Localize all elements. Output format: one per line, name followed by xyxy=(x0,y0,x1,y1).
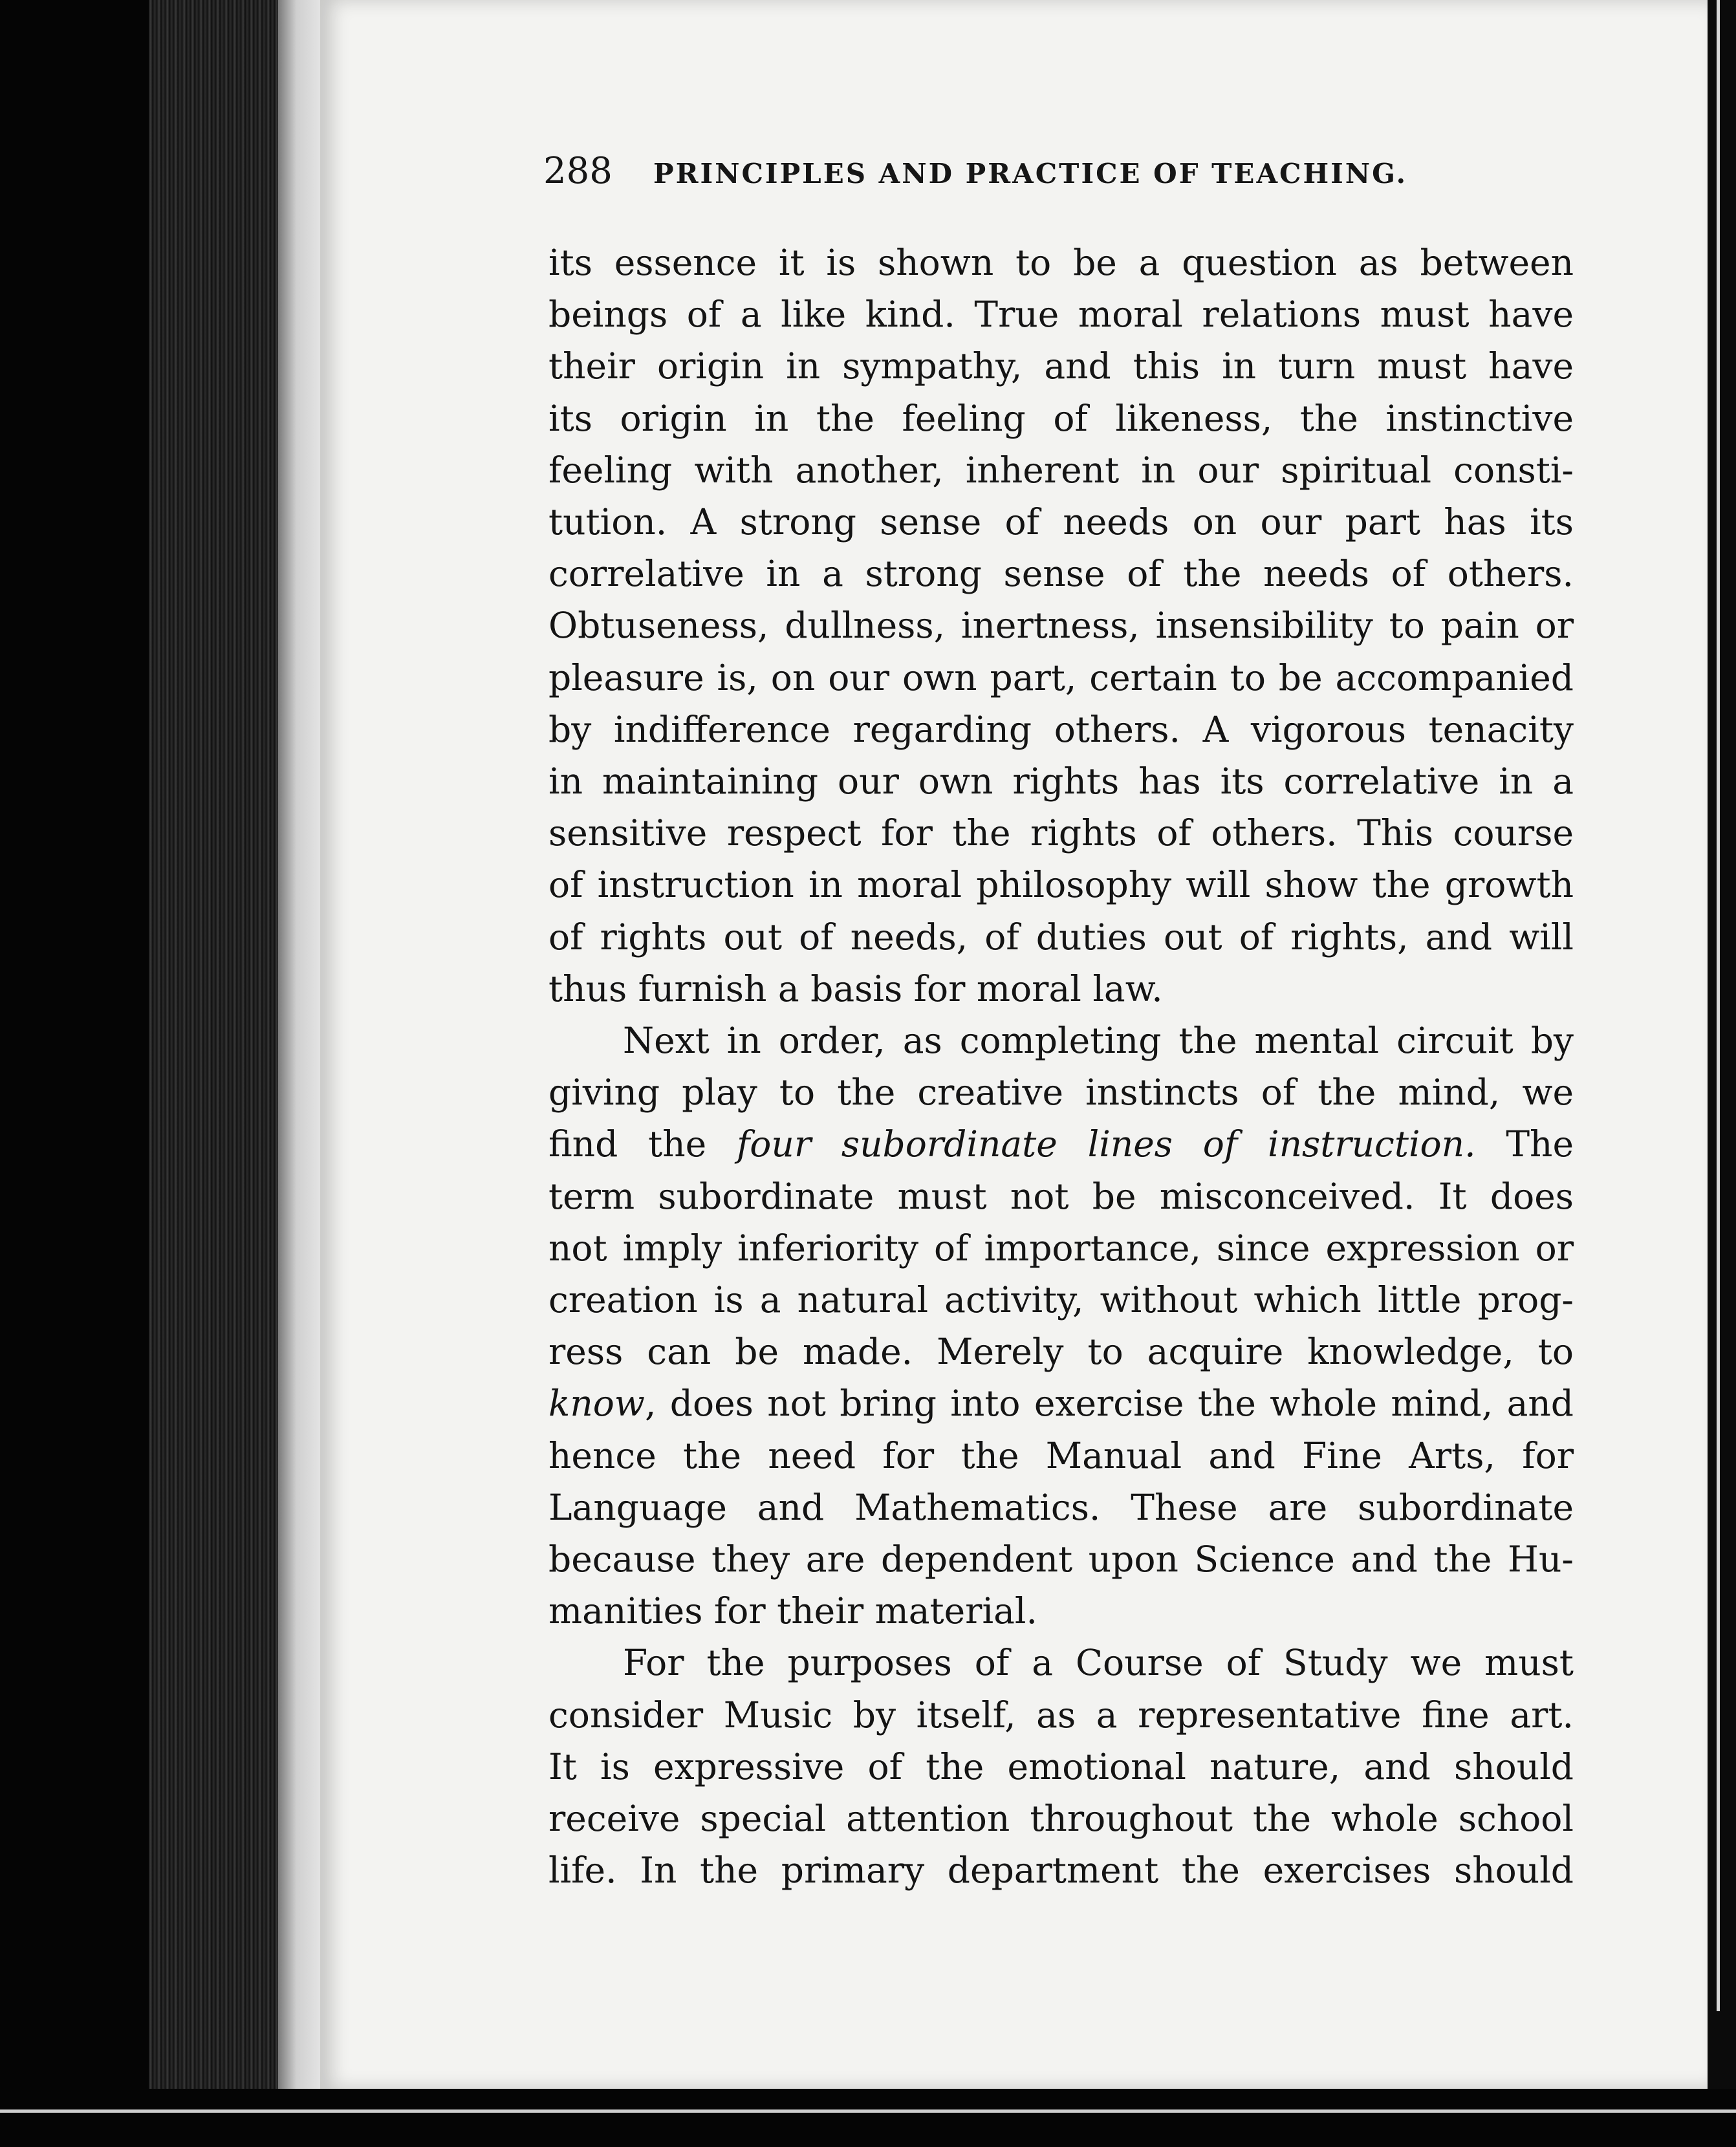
text-line: beings of a like kind. True moral relations must have xyxy=(548,294,1574,336)
italic-phrase: four subordinate lines of instruction. xyxy=(736,1123,1476,1165)
text-line xyxy=(548,1118,1574,1170)
text-line: Obtuseness, dullness, inertness, insensibility to pain or xyxy=(548,605,1574,647)
text-line: It is expressive of the emotional nature, and should xyxy=(548,1745,1574,1787)
text-line: by indifference regarding others. A vigorous tenacity xyxy=(548,708,1574,750)
text-line: of instruction in moral philosophy will show the growth xyxy=(548,864,1574,906)
binding-gutter xyxy=(278,0,323,2089)
italic-word: know xyxy=(548,1383,645,1425)
paragraph-2 xyxy=(548,1015,1574,1637)
text-line: ress can be made. Merely to acquire knowledge, to xyxy=(548,1331,1574,1373)
text-line: its origin in the feeling of likeness, the instinctive xyxy=(548,397,1574,439)
text-line: manities for their material. xyxy=(548,1590,1037,1632)
bottom-rule xyxy=(0,2109,1736,2113)
text-line: because they are dependent upon Science and the Hu- xyxy=(548,1538,1574,1581)
text-line: in maintaining our own rights has its correlative in a xyxy=(548,761,1574,803)
text-line: their origin in sympathy, and this in turn must have xyxy=(548,345,1574,387)
text-line: term subordinate must not be misconceived. It does xyxy=(548,1175,1574,1217)
text-line: thus furnish a basis for moral law. xyxy=(548,967,1163,1009)
text-line: receive special attention throughout the whole school xyxy=(548,1798,1574,1840)
text-line xyxy=(548,1377,1574,1429)
text-run: , does not bring into exercise the whole mind, and xyxy=(644,1383,1574,1425)
text-line: life. In the primary department the exercises should xyxy=(548,1850,1574,1892)
paragraph-1 xyxy=(548,237,1574,1015)
text-line: Language and Mathematics. These are subordinate xyxy=(548,1486,1574,1528)
text-line: Next in order, as completing the mental circuit by xyxy=(623,1020,1574,1062)
text-line: consider Music by itself, as a representative fine art. xyxy=(548,1694,1574,1736)
body-text xyxy=(548,237,1574,1897)
text-line: of rights out of needs, of duties out of rights, and will xyxy=(548,916,1574,958)
text-line: creation is a natural activity, without which little prog- xyxy=(548,1279,1574,1321)
text-line: giving play to the creative instincts of the mind, we xyxy=(548,1072,1574,1114)
text-line: its essence it is shown to be a question as between xyxy=(548,242,1574,283)
text-line: hence the need for the Manual and Fine Arts, for xyxy=(548,1434,1574,1476)
paragraph-3 xyxy=(548,1637,1574,1896)
text-line: tution. A strong sense of needs on our part has its xyxy=(548,501,1574,543)
text-line: not imply inferiority of importance, since expression or xyxy=(548,1227,1574,1269)
text-run: The xyxy=(1475,1123,1574,1165)
text-line: For the purposes of a Course of Study we must xyxy=(623,1642,1574,1684)
text-run: find the xyxy=(548,1123,737,1165)
text-line: correlative in a strong sense of the needs of others. xyxy=(548,553,1574,595)
text-line: sensitive respect for the rights of others. This course xyxy=(548,812,1574,854)
right-scan-border xyxy=(1708,0,1736,2147)
page-number: 288 xyxy=(543,150,613,192)
bottom-scan-border xyxy=(0,2089,1736,2147)
text-line: pleasure is, on our own part, certain to be accompanied xyxy=(548,656,1574,698)
text-line: feeling with another, inherent in our spiritual consti- xyxy=(548,449,1574,491)
running-title: PRINCIPLES AND PRACTICE OF TEACHING. xyxy=(653,158,1408,189)
page-header xyxy=(543,150,1449,192)
